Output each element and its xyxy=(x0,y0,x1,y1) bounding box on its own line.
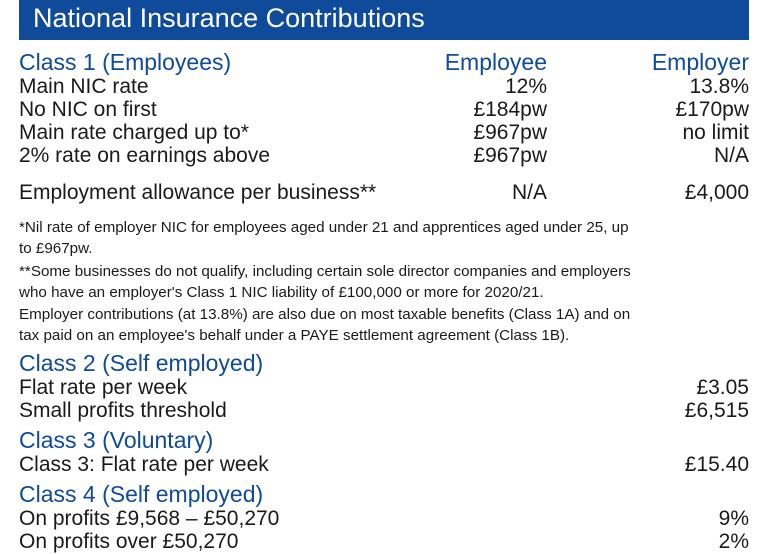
row-value: 2% xyxy=(718,530,749,553)
row-label: On profits £9,568 – £50,270 xyxy=(19,507,280,530)
table-row xyxy=(19,181,749,205)
employee-value: N/A xyxy=(511,181,547,204)
class4-heading-row xyxy=(19,482,749,506)
employer-value: N/A xyxy=(713,144,749,167)
table-row xyxy=(19,98,749,122)
employee-value: £967pw xyxy=(473,121,547,144)
row-value: £6,515 xyxy=(684,399,749,422)
row-value: £15.40 xyxy=(684,453,749,476)
employer-value: no limit xyxy=(682,121,749,144)
table-row xyxy=(19,453,749,477)
class4-heading: Class 4 (Self employed) xyxy=(19,481,264,507)
employer-column-header: Employer xyxy=(651,49,749,75)
class3-heading-row xyxy=(19,428,749,452)
class2-heading-row xyxy=(19,351,749,375)
class3-heading: Class 3 (Voluntary) xyxy=(19,427,214,453)
employer-value: 13.8% xyxy=(689,75,749,98)
table-row xyxy=(19,376,749,400)
row-label: Class 3: Flat rate per week xyxy=(19,453,269,476)
row-label: Main rate charged up to* xyxy=(19,121,249,144)
row-label: Flat rate per week xyxy=(19,376,188,399)
table-row xyxy=(19,399,749,423)
footnote: **Some businesses do not qualify, including certain sole director companies and employers xyxy=(19,263,631,280)
employee-column-header: Employee xyxy=(444,49,547,75)
footnote: *Nil rate of employer NIC for employees aged under 21 and apprentices aged under 25, up xyxy=(19,219,629,236)
table-row xyxy=(19,75,749,99)
footnote: tax paid on an employee's behalf under a PAYE settlement agreement (Class 1B). xyxy=(19,327,570,344)
row-label: Small profits threshold xyxy=(19,399,227,422)
class1-header-row xyxy=(19,50,749,74)
row-label: On profits over £50,270 xyxy=(19,530,239,553)
table-row xyxy=(19,144,749,168)
class2-heading: Class 2 (Self employed) xyxy=(19,350,264,376)
title-banner xyxy=(19,0,749,40)
footnote: who have an employer's Class 1 NIC liability of £100,000 or more for 2020/21. xyxy=(19,284,544,301)
employee-value: £967pw xyxy=(473,144,547,167)
employer-value: £4,000 xyxy=(684,181,749,204)
table-row xyxy=(19,507,749,531)
page-title: National Insurance Contributions xyxy=(33,3,425,33)
employee-value: 12% xyxy=(504,75,547,98)
employer-value: £170pw xyxy=(675,98,749,121)
row-value: £3.05 xyxy=(696,376,749,399)
table-row xyxy=(19,121,749,145)
row-value: 9% xyxy=(718,507,749,530)
row-label: Employment allowance per business** xyxy=(19,181,377,204)
class1-heading: Class 1 (Employees) xyxy=(19,49,232,75)
row-label: Main NIC rate xyxy=(19,75,149,98)
table-row xyxy=(19,530,749,554)
footnote: Employer contributions (at 13.8%) are also due on most taxable benefits (Class 1A) and on xyxy=(19,306,631,323)
employee-value: £184pw xyxy=(473,98,547,121)
row-label: No NIC on first xyxy=(19,98,157,121)
row-label: 2% rate on earnings above xyxy=(19,144,271,167)
footnote: to £967pw. xyxy=(19,240,93,257)
